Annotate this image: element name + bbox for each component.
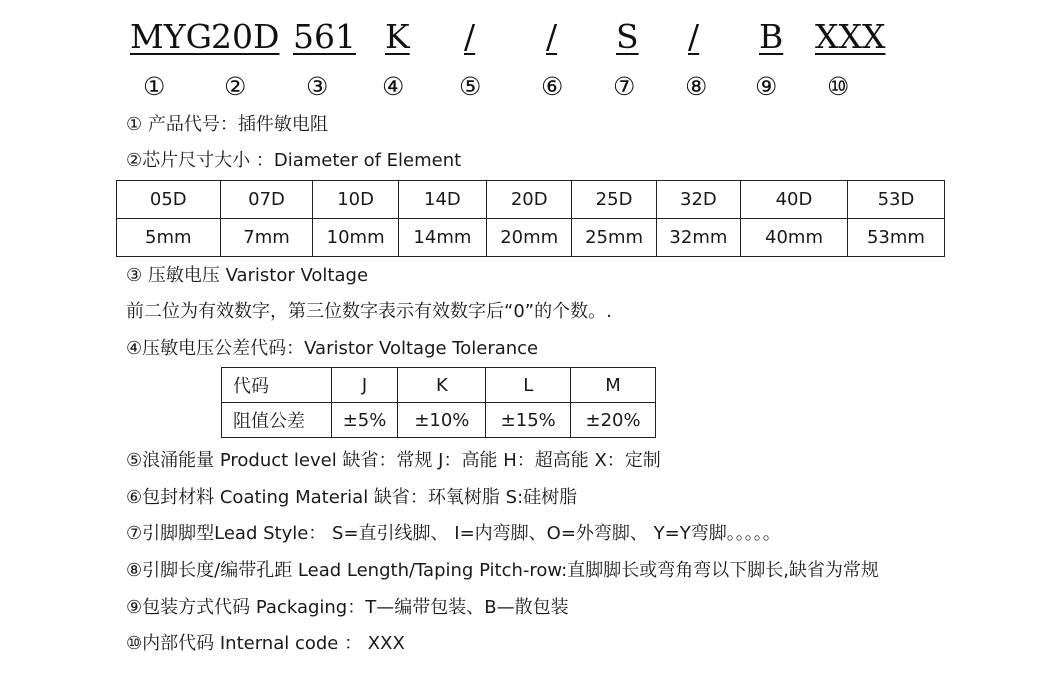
table-cell: 32D: [656, 181, 740, 219]
table-cell: 7mm: [220, 219, 313, 257]
table-cell: 25mm: [572, 219, 656, 257]
table-cell: 25D: [572, 181, 656, 219]
lead-length-line: ⑧引脚长度/编带孔距 Lead Length/Taping Pitch-row:直脚脚长或弯角弯以下脚长,缺省为常规: [126, 560, 879, 581]
table-cell: 53mm: [847, 219, 944, 257]
table-cell: J: [331, 368, 398, 403]
table-cell: 14D: [398, 181, 486, 219]
table-row: [117, 181, 945, 219]
table-cell: 05D: [117, 181, 221, 219]
code-index-9: ⑨: [755, 72, 778, 101]
code-index-4: ④: [382, 72, 405, 101]
table-row: [222, 368, 656, 403]
voltage-description: 前二位为有效数字，第三位数字表示有效数字后“0”的个数。.: [126, 301, 612, 322]
table-cell: ±20%: [571, 403, 656, 438]
code-part-voltage: 561: [293, 17, 356, 56]
table-row: [117, 219, 945, 257]
table-cell: 5mm: [117, 219, 221, 257]
packaging-line: ⑨包装方式代码 Packaging：T—编带包装、B—散包装: [126, 597, 569, 618]
code-index-10: ⑩: [827, 72, 850, 101]
table-cell: 53D: [847, 181, 944, 219]
table-cell: 20D: [487, 181, 572, 219]
code-part-internal: XXX: [815, 17, 886, 56]
lead-style-line: ⑦引脚脚型Lead Style： S=直引线脚、 I=内弯脚、O=外弯脚、 Y=Y弯脚。。。。。: [126, 523, 781, 544]
internal-code-line: ⑩内部代码 Internal code ： XXX: [126, 633, 405, 654]
code-part-lead-length: /: [688, 17, 700, 56]
code-index-5: ⑤: [459, 72, 482, 101]
part-number-code-row: [0, 18, 1054, 58]
table-cell: ±5%: [331, 403, 398, 438]
table-header-cell: 阻值公差: [222, 403, 332, 438]
table-row: [222, 403, 656, 438]
table-header-cell: 代码: [222, 368, 332, 403]
table-cell: 40D: [741, 181, 848, 219]
code-part-tolerance: K: [385, 17, 410, 56]
code-part-diameter: 20D: [211, 17, 280, 56]
code-part-coating: /: [546, 17, 558, 56]
code-part-series: MYG: [130, 17, 212, 56]
diameter-table: [116, 180, 945, 257]
voltage-title: ③ 压敏电压 Varistor Voltage: [126, 265, 369, 286]
coating-material-line: ⑥包封材料 Coating Material 缺省：环氧树脂 S:硅树脂: [126, 487, 578, 508]
code-index-6: ⑥: [541, 72, 564, 101]
tolerance-title: ④压敏电压公差代码：Varistor Voltage Tolerance: [126, 338, 539, 359]
code-index-7: ⑦: [613, 72, 636, 101]
table-cell: 10mm: [313, 219, 398, 257]
table-cell: 32mm: [656, 219, 740, 257]
table-cell: M: [571, 368, 656, 403]
chip-size-title: ②芯片尺寸大小 ：Diameter of Element: [126, 150, 462, 171]
table-cell: 40mm: [741, 219, 848, 257]
code-part-packaging: B: [759, 17, 784, 56]
table-cell: K: [398, 368, 486, 403]
product-code-line: ① 产品代号：插件敏电阻: [126, 114, 328, 135]
code-index-8: ⑧: [685, 72, 708, 101]
code-index-1: ①: [143, 72, 166, 101]
table-cell: L: [486, 368, 571, 403]
code-index-3: ③: [306, 72, 329, 101]
table-cell: 10D: [313, 181, 398, 219]
code-index-2: ②: [224, 72, 247, 101]
tolerance-table: [221, 367, 656, 438]
code-part-lead-style: S: [616, 17, 639, 56]
table-cell: ±10%: [398, 403, 486, 438]
table-cell: 20mm: [487, 219, 572, 257]
table-cell: 07D: [220, 181, 313, 219]
code-part-surge: /: [464, 17, 476, 56]
code-index-row: [0, 72, 1054, 102]
table-cell: 14mm: [398, 219, 486, 257]
table-cell: ±15%: [486, 403, 571, 438]
surge-energy-line: ⑤浪涌能量 Product level 缺省：常规 J：高能 H：超高能 X：定制: [126, 450, 661, 471]
